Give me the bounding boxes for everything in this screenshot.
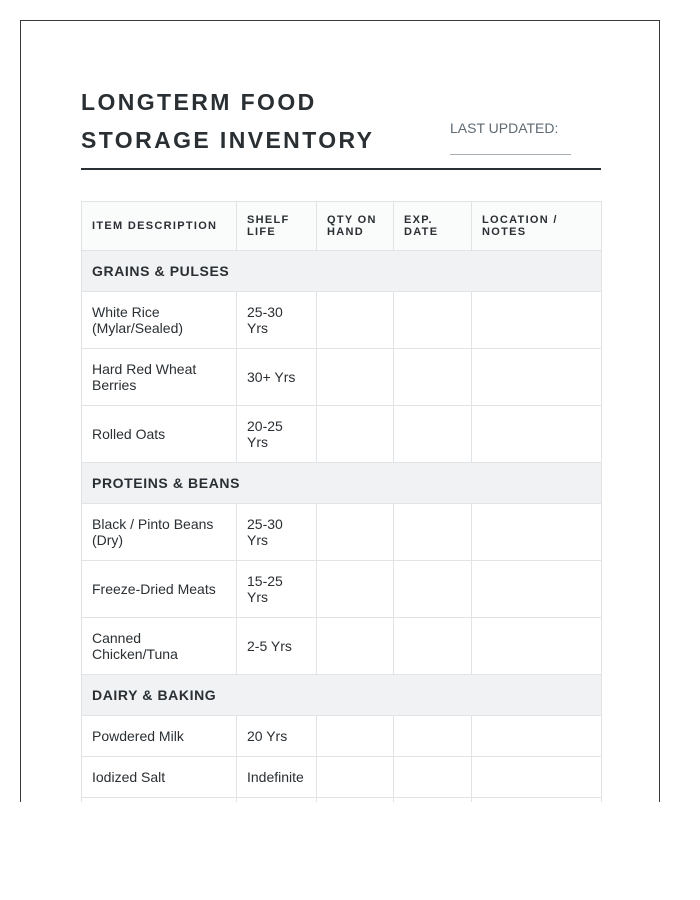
item-description-cell: Powdered Milk [82,716,237,757]
qty-on-hand-cell[interactable] [317,798,394,803]
qty-on-hand-cell[interactable] [317,561,394,618]
shelf-life-cell: 25-30 Yrs [237,292,317,349]
shelf-life-cell: 20-25 Yrs [237,406,317,463]
location-notes-cell[interactable] [472,757,602,798]
table-row [82,292,602,349]
item-description-cell: White Rice (Mylar/Sealed) [82,292,237,349]
exp-date-cell[interactable] [394,757,472,798]
category-row-proteins-beans [82,463,602,504]
column-header-item-description: ITEM DESCRIPTION [82,202,237,251]
location-notes-cell[interactable] [472,292,602,349]
category-label: DAIRY & BAKING [82,675,602,716]
location-notes-cell[interactable] [472,504,602,561]
qty-on-hand-cell[interactable] [317,406,394,463]
item-description-cell [82,798,237,803]
qty-on-hand-cell[interactable] [317,716,394,757]
item-description-cell: Canned Chicken/Tuna [82,618,237,675]
column-header-exp-date: EXP. DATE [394,202,472,251]
last-updated-blank-line [450,154,571,155]
exp-date-cell[interactable] [394,716,472,757]
location-notes-cell[interactable] [472,406,602,463]
inventory-table [81,201,602,802]
location-notes-cell[interactable] [472,798,602,803]
table-row [82,406,602,463]
table-header-row [82,202,602,251]
shelf-life-cell: 30+ Yrs [237,349,317,406]
shelf-life-cell: 20 Yrs [237,716,317,757]
shelf-life-cell: 15-25 Yrs [237,561,317,618]
category-row-grains-pulses [82,251,602,292]
exp-date-cell[interactable] [394,504,472,561]
item-description-cell: Freeze-Dried Meats [82,561,237,618]
table-row [82,757,602,798]
shelf-life-cell: 25-30 Yrs [237,504,317,561]
shelf-life-cell: Indefinite [237,757,317,798]
location-notes-cell[interactable] [472,716,602,757]
exp-date-cell[interactable] [394,406,472,463]
document-header [81,83,601,170]
exp-date-cell[interactable] [394,292,472,349]
item-description-cell: Iodized Salt [82,757,237,798]
table-row [82,561,602,618]
table-row [82,349,602,406]
location-notes-cell[interactable] [472,618,602,675]
qty-on-hand-cell[interactable] [317,504,394,561]
item-description-cell: Rolled Oats [82,406,237,463]
qty-on-hand-cell[interactable] [317,292,394,349]
table-row [82,716,602,757]
category-row-dairy-baking [82,675,602,716]
inventory-page [20,20,660,802]
table-row [82,618,602,675]
item-description-cell: Black / Pinto Beans (Dry) [82,504,237,561]
location-notes-cell[interactable] [472,561,602,618]
qty-on-hand-cell[interactable] [317,349,394,406]
item-description-cell: Hard Red Wheat Berries [82,349,237,406]
exp-date-cell[interactable] [394,349,472,406]
exp-date-cell[interactable] [394,798,472,803]
exp-date-cell[interactable] [394,561,472,618]
column-header-location-notes: LOCATION / NOTES [472,202,602,251]
qty-on-hand-cell[interactable] [317,618,394,675]
exp-date-cell[interactable] [394,618,472,675]
category-label: GRAINS & PULSES [82,251,602,292]
shelf-life-cell [237,798,317,803]
qty-on-hand-cell[interactable] [317,757,394,798]
table-row [82,504,602,561]
column-header-shelf-life: SHELF LIFE [237,202,317,251]
column-header-qty-on-hand: QTY ON HAND [317,202,394,251]
last-updated-label: LAST UPDATED: [450,120,559,136]
category-label: PROTEINS & BEANS [82,463,602,504]
table-row [82,798,602,803]
shelf-life-cell: 2-5 Yrs [237,618,317,675]
location-notes-cell[interactable] [472,349,602,406]
document-title: LONGTERM FOOD STORAGE INVENTORY [81,89,375,153]
